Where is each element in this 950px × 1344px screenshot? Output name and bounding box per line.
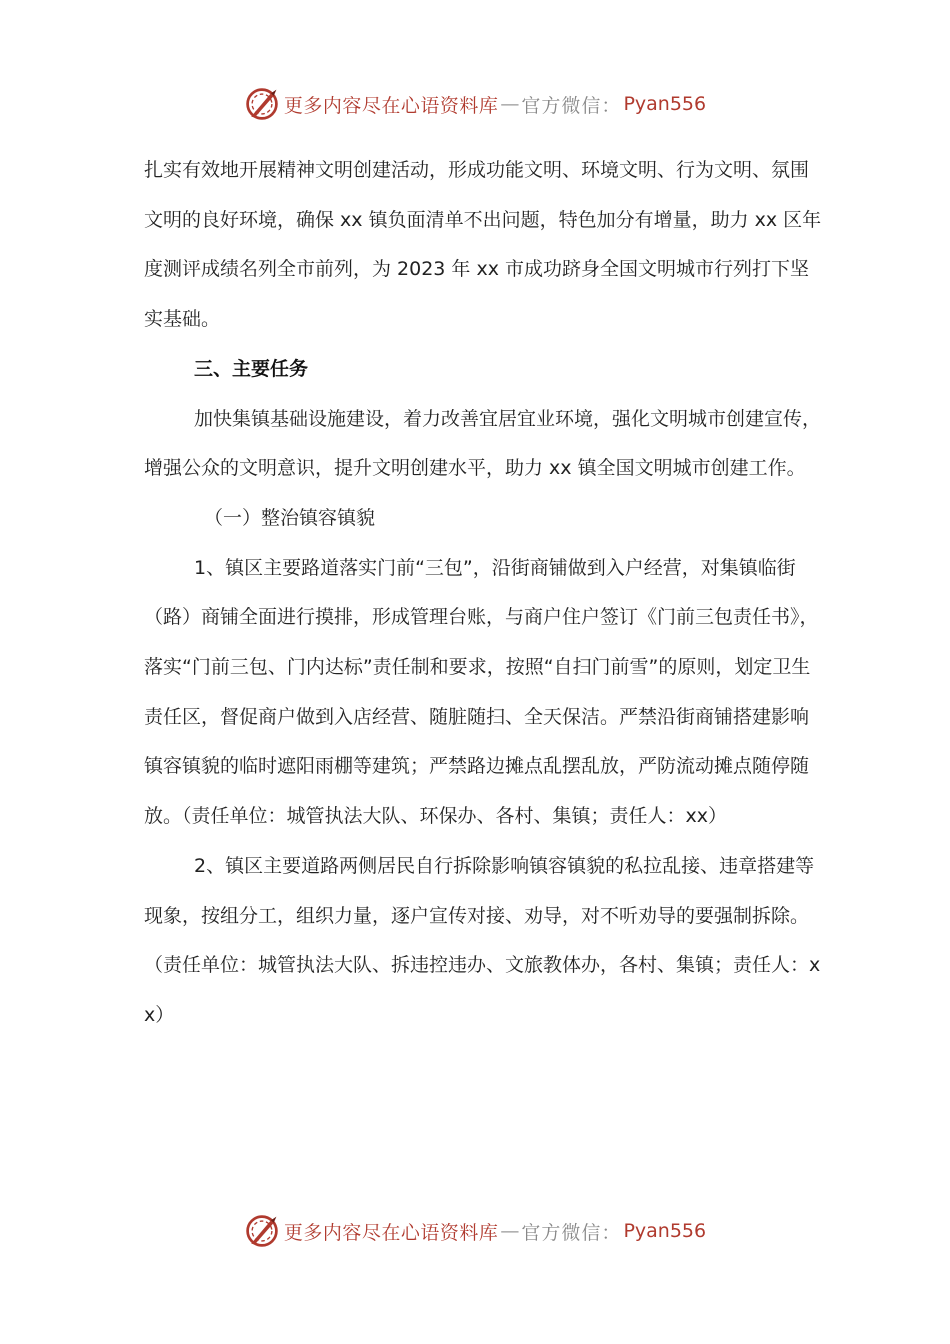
banner-separator: — (500, 1220, 520, 1242)
banner-slogan: 更多内容尽在心语资料库 (283, 1221, 499, 1244)
banner-wechat-id: Pyan556 (623, 93, 707, 115)
banner-separator: — (500, 93, 520, 115)
section-heading: 三、主要任务 (194, 357, 309, 380)
intro-paragraph: 扎实有效地开展精神文明创建活动，形成功能文明、环境文明、行为文明、氛围文明的良好环境，确保 xx 镇负面清单不出问题，特色加分有增量，助力 xx 区年度测评成绩名列全市前列，为 2023 年 xx 市成功跻身全国文明城市行列打下坚实基础。 (144, 159, 822, 331)
banner-wechat-id: Pyan556 (623, 1220, 707, 1242)
document-body (144, 146, 824, 1041)
quill-pen-logo-icon (244, 86, 280, 122)
tasks-paragraph: 加快集镇基础设施建设，着力改善宜居宜业环境，强化文明城市创建宣传，增强公众的文明意识，提升文明创建水平，助力 xx 镇全国文明城市创建工作。 (144, 407, 822, 480)
task-item-1: 1、镇区主要路道落实门前“三包”，沿街商铺做到入户经营，对集镇临街（路）商铺全面进行摸排，形成管理台账，与商户住户签订《门前三包责任书》，落实“门前三包、门内达标”责任制和要求，按照“自扫门前雪”的原则，划定卫生责任区，督促商户做到入店经营、随脏随扫、全天保洁。严禁沿街商铺搭建影响镇容镇貌的临时遮阳雨棚等建筑；严禁路边摊点乱摆乱放，严防流动摊点随停随放。（责任单位：城管执法大队、环保办、各村、集镇；责任人：xx） (144, 556, 819, 828)
banner-slogan: 更多内容尽在心语资料库 (283, 94, 499, 117)
banner-wechat-label: 官方微信： (521, 94, 622, 117)
footer-banner (0, 1211, 950, 1251)
subsection-heading: （一）整治镇容镇貌 (204, 506, 376, 529)
banner-wechat-label: 官方微信： (521, 1221, 622, 1244)
header-banner (0, 84, 950, 124)
task-item-2: 2、镇区主要道路两侧居民自行拆除影响镇容镇貌的私拉乱接、违章搭建等现象，按组分工，组织力量，逐户宣传对接、劝导，对不听劝导的要强制拆除。（责任单位：城管执法大队、拆违控违办、文旅教体办，各村、集镇；责任人：xx） (144, 854, 821, 1026)
quill-pen-logo-icon (244, 1213, 280, 1249)
